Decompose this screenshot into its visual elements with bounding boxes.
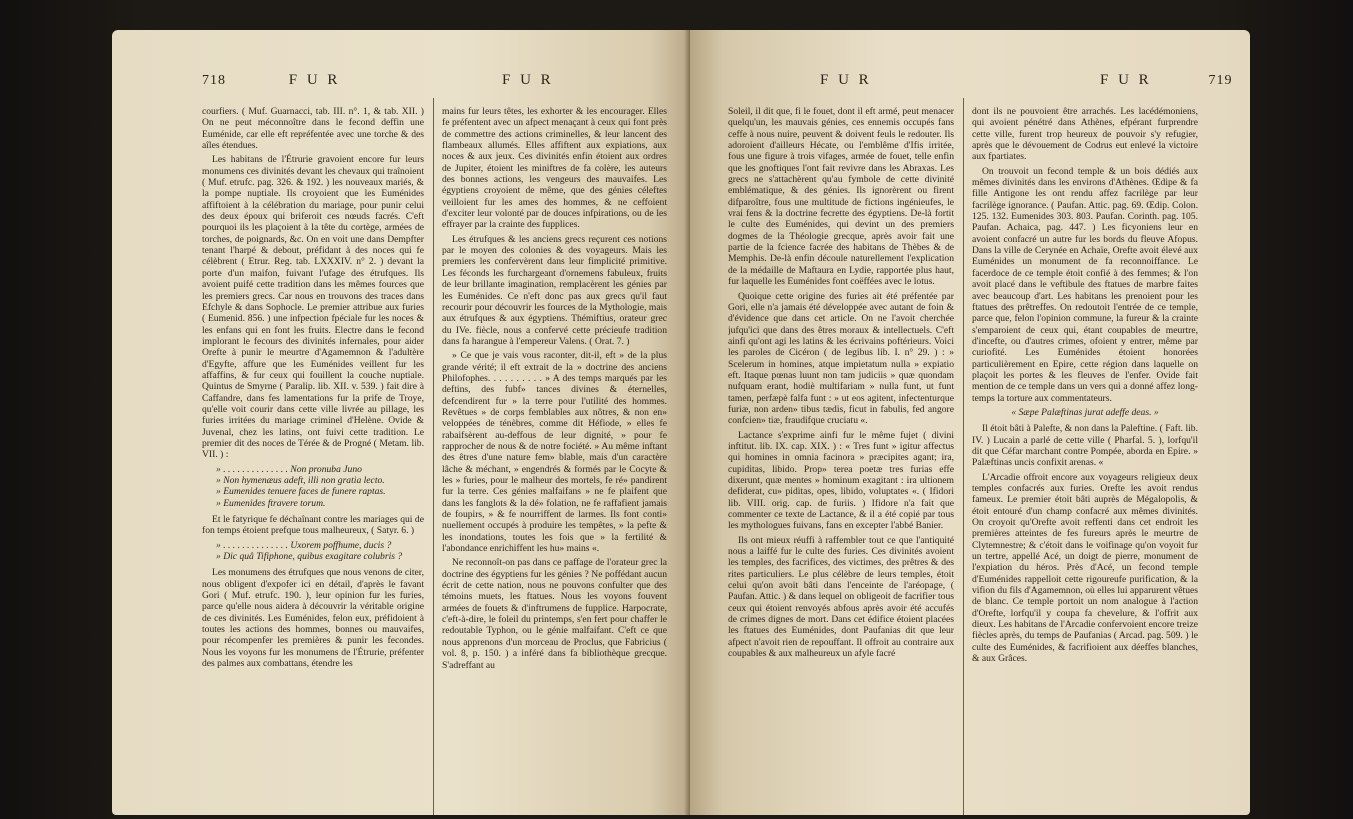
page-number-right: 719 xyxy=(1208,73,1233,88)
quote-line: » Dic quâ Tifiphone, quibus exagitare colubris ? xyxy=(216,551,403,563)
running-head: F U R xyxy=(288,72,341,88)
paragraph: » Ce que je vais vous raconter, dit-il, eft » de la plus grande vérité; il eft extrait de la » doctrine des anciens Philofophes. . . . . . . . . . » A des temps marqués par les deftins, des fubf» tances divines & éternelles, defcendirent fur » la terre pour l'utilité des hommes. Revêtues » de corps femblables aux nôtres, & non en» veloppées de ténèbres, comme dit Héfiode, » elles fe rabaifsèrent au-deffous de leur dignité, » pour fe rapprocher de nous & de notre fociété. » Au même inftant des êtres d'une nature fem» blable, mais d'un caractère lâche & méchant, » engendrés & formés par le Cocyte & les » furies, pour le malheur des mortels, fe ré» pandirent fur la terre. Ces génies malfaifans » ne fe plaifent que dans les fanglots & la dé» folation, ne fe raffafient jamais de foupirs, » & fe nourriffent de larmes. Ils font conti» nuellement occupés à produire les tempêtes, » la pefte & les inondations, toutes les fois que » la fertilité & l'abondance enrichiffent les hu» mains «. xyxy=(442,350,667,555)
right-page xyxy=(690,30,1250,815)
left-page xyxy=(112,30,690,815)
right-page-column-1 xyxy=(728,106,954,663)
page-number-left: 718 xyxy=(202,73,226,88)
paragraph: mains fur leurs têtes, les exhorter & les encourager. Elles fe préfentent avec un afpect menaçant à ceux qui font près de commettre des actions criminelles, & leur lancent des flambeaux allumés. Elles affiftent aux expiations, aux noces & aux jeux. Ces divinités enfin étoient aux ordres de Jupiter, étoient les miniftres de fa colère, les auteurs des bonnes actions, les vengeurs des mauvaifes. Les égyptiens croyoient de même, que des génies céleftes veilloient fur les ames des hommes, & ne ceffoient d'exciter leur volonté par de douces infpirations, ou de les effrayer par la crainte des fupplices. xyxy=(442,106,667,231)
paragraph: On trouvoit un fecond temple & un bois dédiés aux mêmes divinités dans les environs d'Athènes. Œdipe & fa fille Antigone les ont rendu affez facrilège par leur facrilège ignorance. ( Paufan. Attic. pag. 69. Œdip. Colon. 125. 132. Eumenides 303. 803. Paufan. Corinth. pag. 105. Paufan. Achaica, pag. 447. ) Les ficyoniens leur en avoient confacré un autre fur les bords du fleuve Afopus. Dans la ville de Cerynée en Achaïe, Orefte avoit élevé aux Euménides un monument de fa reconnoiffance. Le facerdoce de ce temple étoit confié à des femmes; & l'on avoit placé dans le veftibule des ftatues de marbre faites avec beaucoup d'art. Les habitans les prenoient pour les ftatues des prêtreffes. On redoutoit l'entrée de ce temple, parce que, felon l'opinion commune, la fureur & la crainte s'emparoient de ceux qui, étant coupables de meurtre, d'incefte, ou d'autres crimes, ofoient y entrer, même par curiofité. Les Euménides étoient honorées particulièrement en Epire, cette région dans laquelle on plaçoit les portes & les fleuves de l'enfer. Ovide fait mention de ce temple dans un vers qui a donné affez long-temps la torture aux commentateurs. xyxy=(972,165,1198,404)
right-page-header xyxy=(1100,72,1232,89)
paragraph: Les étrufques & les anciens grecs reçurent ces notions par le moyen des colonies & des voyageurs. Mais les premiers les confervèrent dans leur fimplicité primitive. Les féconds les furchargeant d'ornemens fabuleux, fruits de leur brillante imagination, remplacèrent les génies par les Euménides. Ce n'eft donc pas aux grecs qu'il faut recourir pour découvrir les fources de la Mythologie, mais aux étrufques & aux égyptiens. Thémiftius, orateur grec du IVe. fiècle, nous a confervé cette précieufe tradition dans fa harangue à l'empereur Valens. ( Orat. 7. ) xyxy=(442,233,667,347)
quote-line: » . . . . . . . . . . . . . . Uxorem poffhume, ducis ? xyxy=(216,539,392,551)
left-page-header xyxy=(202,72,340,89)
running-head: F U R xyxy=(820,72,872,88)
paragraph: Ne reconnoît-on pas dans ce paffage de l'orateur grec la doctrine des égyptiens fur les génies ? Ne poffédant aucun écrit de cette nation, nous ne pouvons confulter que des témoins muets, les ftatues. Nous les voyons fouvent armées de fouets & d'inftrumens de fupplice. Harpocrate, c'eft-à-dire, le foleil du printemps, s'en fert pour chaffer le redoutable Typhon, ou le génie malfaifant. C'eft ce que nous apprenons d'un morceau de Proclus, que Fabricius ( vol. 8, p. 150. ) a inféré dans fa bibliothèque grecque. S'adreffant au xyxy=(442,557,667,671)
paragraph: dont ils ne pouvoient être arrachés. Les lacédémoniens, qui avoient pénétré dans Athènes, efpérant furprendre cette ville, furent trop heureux de pouvoir s'y refugier, après que le dévouement de Codrus eut enlevé la victoire aux fpartiates. xyxy=(972,106,1198,163)
paragraph: Les monumens des étrufques que nous venons de citer, nous obligent d'expofer ici en détail, d'après le favant Gori ( Muf. etrufc. 190. ), leur opinion fur les furies, parce qu'elle nous aidera à découvrir la véritable origine de ces divinités. Les Euménides, felon eux, préfidoient à toutes les actions des hommes, bonnes ou mauvaifes, pour récompenfer les premières & punir les fecondes. Nous les voyons fur les monumens de l'Étrurie, préfenter des palmes aux combattans, étendre les xyxy=(202,567,424,670)
left-page-column-2 xyxy=(442,106,667,674)
right-page-column-2 xyxy=(972,106,1198,668)
quote-line: » . . . . . . . . . . . . . . Non pronuba Juno xyxy=(216,463,362,475)
paragraph: Ils ont mieux réuffi à raffembler tout ce que l'antiquité nous a laiffé fur le culte des furies. Ces divinités avoient les temples, des facrifices, des victimes, des prêtres & des rites particuliers. Le plus célèbre de leurs temples, étoit celui qu'on avoit bâti dans l'enceinte de l'aréopage, ( Paufan. Attic. ) & dans lequel on obligeoit de facrifier tous ceux qui étoient renvoyés abfous après avoir été accufés de crimes dignes de mort. Dans cet édifice étoient placées les ftatues des Euménides, dont Paufanias dit que leur afpect n'avoit rien de repouffant. Il offroit au contraire aux coupables & aux malheureux un afyle facré xyxy=(728,534,954,660)
left-page-column-1 xyxy=(202,106,424,673)
paragraph: courfiers. ( Muf. Guarnacci, tab. III. n°. 1, & tab. XII. ) On ne peut méconnoître dans le fecond deffin une Euménide, car elle eft repréfentée avec une torche & des aîles étendues. xyxy=(202,106,424,152)
paragraph: L'Arcadie offroit encore aux voyageurs religieux deux temples confacrés aux furies. Orefte les avoit rendus fameux. Le premier étoit bâti auprès de Mégalopolis, & étoit entouré d'un champ confacré aux mêmes divinités. On croyoit qu'Orefte avoit reffenti dans cet endroit les premières atteintes de fes fureurs après le meurtre de Clytemnestre; & c'étoit dans le voifinage qu'on voyoit fur un tertre, appellé Acé, un doigt de pierre, monument de l'expiation du héros. Près d'Acé, un fecond temple d'Euménides rappelloit cette rigoureufe purification, & la vifion du fils d'Agamemnon, où elles lui apparurent vêtues de blanc. Ce temple portoit un nom analogue à l'action d'Orefte, lorfqu'il y coupa fa chevelure, & l'offrit aux dieux. Les habitans de l'Arcadie confervoient encore treize fiècles après, du temps de Paufanias ( Arcad. pag. 509. ) le culte des Euménides, & facrifioient aux déeffes blanches, & aux Grâces. xyxy=(972,471,1198,665)
running-head: F U R xyxy=(1100,72,1152,88)
column-divider xyxy=(433,98,434,815)
paragraph: Les habitans de l'Étrurie gravoient encore fur leurs monumens ces divinités devant les chevaux qui traînoient ( Muf. etrufc. pag. 326. & 192. ) les nouveaux mariés, & la pompe nuptiale. Ils croyoient que les Euménides affiftoient à la célébration du mariage, pour punir celui des deux époux qui briferoit ces nœuds facrés. C'eft pourquoi ils les plaçoient à la tête du cortège, armées de torches, de poignards, &c. On en voit une dans Dempfter tenant l'harpé & debout, préfidant à des noces qui fe célèbrent ( Etrur. Reg. tab. LXXXIV. n° 2. ) devant la porte d'un maifon, fuivant l'ufage des étrufques. Ils avoient puifé cette tradition dans les mêmes fources que les premiers grecs. Car nous en trouvons des traces dans Efchyle & dans Sophocle. Le premier attribue aux furies ( Eumenid. 856. ) une infpection fpéciale fur les noces & les enfans qui en font les fruits. Electre dans le fecond implorant le fecours des divinités infernales, pour aider Orefte à punir le meurtre d'Agamemnon & l'adultère d'Egyfte, affure que les Euménides veillent fur les affaffins, & fur ceux qui fouillent la couche nuptiale. Quintus de Smyrne ( Paralip. lib. XII. v. 539. ) fait dire à Caffandre, dans fes lamentations fur la prife de Troye, qu'elle voit courir dans cette ville livrée au pillage, les furies irritées du mariage criminel d'Helène. Ovide & Juvenal, chez les latins, ont fuivi cette tradition. Le premier dit des noces de Térée & de Progné ( Metam. lib. VII. ) : xyxy=(202,154,424,461)
paragraph: Soleil, il dit que, fi le fouet, dont il eft armé, peut menacer quelqu'un, les mauvais génies, ces ennemis occupés fans ceffe à nous nuire, peuvent & doivent feuls le redouter. Ils adoroient d'ailleurs Hécate, ou l'emblême d'Ifis irritée, fous une figure à trois vifages, armée de fouet, telle enfin que les gnoftiques l'ont fait revivre dans les Abraxas. Les grecs ne s'attachèrent qu'au fymbole de cette divinité emblématique, & des génies. Ils ignorèrent ou firent difparoître, fous une multitude de fictions ingénieufes, le vrai fens & la doctrine fecrette des égyptiens. De-là fortit le culte des Euménides, qui devint un des premiers dogmes de la Théologie grecque, après avoir fait une partie de la fcience facrée des habitans de Thèbes & de Memphis. De-là enfin découle naturellement l'explication de la médaille de Maftaura en Lydie, rapportée plus haut, fur laquelle les Euménides font coëffées avec le lotus. xyxy=(728,106,954,288)
running-head: F U R xyxy=(502,72,554,88)
column-divider xyxy=(963,98,964,815)
paragraph: Lactance s'exprime ainfi fur le même fujet ( divini inftitut. lib. IX. cap. XIX. ) : « Tres funt » igitur affectus qui homines in omnia facinora » præcipites agant; ira, cupiditas, libido. Prop» terea poetæ tres furias effe dixerunt, quæ mentes » hominum exagitant : ira ultionem defiderat, cu» piditas, opes, libido, voluptates «. ( Ifidori lib. VIII. orig. cap. de furiis. ) Ifidore n'a fait que commenter ce texte de Lactance, & il a été copié par tous les mythologues fuivans, fans en excepter l'abbé Banier. xyxy=(728,429,954,532)
quote-line: » Non hymenæus adeft, illi non gratia lecto. xyxy=(216,475,385,486)
paragraph: Il étoit bâti à Palefte, & non dans la Paleftine. ( Faft. lib. IV. ) Lucain a parlé de cette ville ( Pharfal. 5. ), lorfqu'il dit que Céfar marchant contre Pompée, aborda en Epire. » Palæftinas uncis confixit arenas. « xyxy=(972,423,1198,469)
quote-line: « Sæpe Palæftinas jurat adeffe deas. » xyxy=(1011,406,1159,418)
quote-line: » Eumenides ftravere torum. xyxy=(216,497,326,509)
quote-line: » Eumenides tenuere faces de funere raptas. xyxy=(216,486,386,498)
paragraph: Quoique cette origine des furies ait été préfentée par Gori, elle n'a jamais été développée avec autant de foin & d'évidence que dans cet article. On ne l'avoit cherchée jufqu'ici que dans des êtres moraux & intellectuels. C'eft ainfi qu'ont agi les latins & les écrivains poftérieurs. Voici les paroles de Cicéron ( de legibus lib. I. n° 29. ) : » Scelerum in homines, atque impietatum nulla » expiatio eft. Itaque pœnas luunt non tam judiciis » quæ quondam nufquam erant, hodiè multifariam » nulla funt, ut funt tamen, perfæpè falfa funt : » ut eos agitent, infectenturque furiæ, non arden» tibus tædis, ficut in fabulis, fed angore confcien» tiæ, fraudifque cruciatu «. xyxy=(728,290,954,427)
paragraph: Et le fatyrique fe déchaînant contre les mariages qui de fon temps étoient prefque tous malheureux, ( Satyr. 6. ) xyxy=(202,514,424,537)
